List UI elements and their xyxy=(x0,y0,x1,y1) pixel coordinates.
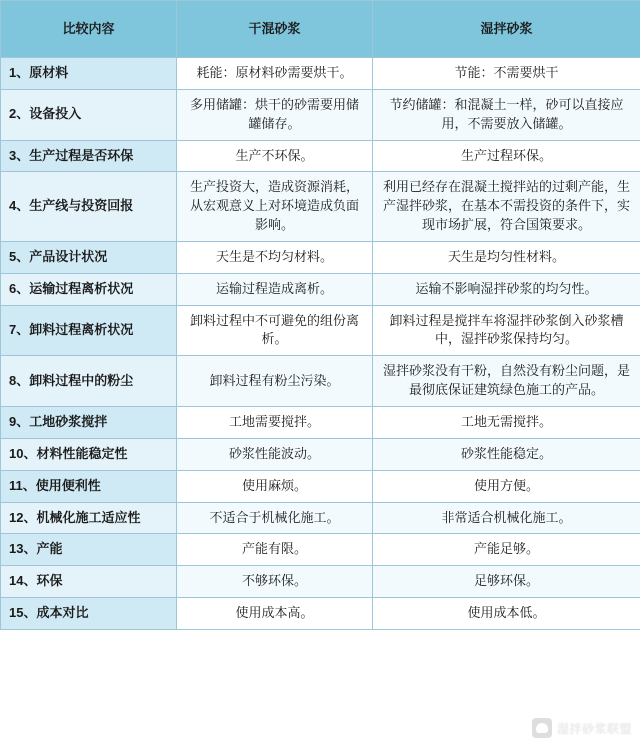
row-label: 6、运输过程离析状况 xyxy=(1,273,177,305)
row-label: 2、设备投入 xyxy=(1,89,177,140)
row-label: 13、产能 xyxy=(1,534,177,566)
cell-dry-mortar: 天生是不均匀材料。 xyxy=(177,241,373,273)
table-row xyxy=(1,438,640,470)
table-row xyxy=(1,241,640,273)
cell-dry-mortar: 砂浆性能波动。 xyxy=(177,438,373,470)
column-header-wet-mortar: 湿拌砂浆 xyxy=(373,1,640,58)
table-body xyxy=(1,58,640,630)
cell-wet-mortar: 天生是均匀性材料。 xyxy=(373,241,640,273)
column-header-dry-mortar: 干混砂浆 xyxy=(177,1,373,58)
table-row xyxy=(1,566,640,598)
cell-wet-mortar: 产能足够。 xyxy=(373,534,640,566)
row-label: 8、卸料过程中的粉尘 xyxy=(1,356,177,407)
mortar-logo-icon xyxy=(532,718,552,738)
cell-wet-mortar: 生产过程环保。 xyxy=(373,140,640,172)
table-header-row xyxy=(1,1,640,58)
cell-wet-mortar: 非常适合机械化施工。 xyxy=(373,502,640,534)
column-header-category: 比较内容 xyxy=(1,1,177,58)
row-label: 7、卸料过程离析状况 xyxy=(1,305,177,356)
cell-wet-mortar: 砂浆性能稳定。 xyxy=(373,438,640,470)
row-label: 15、成本对比 xyxy=(1,598,177,630)
cell-dry-mortar: 使用麻烦。 xyxy=(177,470,373,502)
table-row xyxy=(1,406,640,438)
row-label: 4、生产线与投资回报 xyxy=(1,172,177,242)
cell-wet-mortar: 足够环保。 xyxy=(373,566,640,598)
cell-dry-mortar: 卸料过程有粉尘污染。 xyxy=(177,356,373,407)
cell-dry-mortar: 工地需要搅拌。 xyxy=(177,406,373,438)
row-label: 10、材料性能稳定性 xyxy=(1,438,177,470)
cell-dry-mortar: 不适合于机械化施工。 xyxy=(177,502,373,534)
table-row xyxy=(1,534,640,566)
table-row xyxy=(1,356,640,407)
row-label: 3、生产过程是否环保 xyxy=(1,140,177,172)
table-row xyxy=(1,502,640,534)
table-row xyxy=(1,470,640,502)
table-row xyxy=(1,58,640,90)
table-row xyxy=(1,598,640,630)
row-label: 14、环保 xyxy=(1,566,177,598)
cell-dry-mortar: 使用成本高。 xyxy=(177,598,373,630)
cell-wet-mortar: 工地无需搅拌。 xyxy=(373,406,640,438)
table-row xyxy=(1,305,640,356)
cell-dry-mortar: 不够环保。 xyxy=(177,566,373,598)
row-label: 9、工地砂浆搅拌 xyxy=(1,406,177,438)
table-row xyxy=(1,89,640,140)
cell-wet-mortar: 利用已经存在混凝土搅拌站的过剩产能，生产湿拌砂浆，在基本不需投资的条件下，实现市场扩展，符合国策要求。 xyxy=(373,172,640,242)
row-label: 11、使用便利性 xyxy=(1,470,177,502)
cell-dry-mortar: 产能有限。 xyxy=(177,534,373,566)
cell-dry-mortar: 耗能：原材料砂需要烘干。 xyxy=(177,58,373,90)
row-label: 1、原材料 xyxy=(1,58,177,90)
cell-wet-mortar: 运输不影响湿拌砂浆的均匀性。 xyxy=(373,273,640,305)
cell-wet-mortar: 节约储罐：和混凝土一样，砂可以直接应用，不需要放入储罐。 xyxy=(373,89,640,140)
table-row xyxy=(1,172,640,242)
cell-dry-mortar: 运输过程造成离析。 xyxy=(177,273,373,305)
table-header xyxy=(1,1,640,58)
cell-wet-mortar: 使用方便。 xyxy=(373,470,640,502)
cell-dry-mortar: 卸料过程中不可避免的组份离析。 xyxy=(177,305,373,356)
row-label: 5、产品设计状况 xyxy=(1,241,177,273)
table-row xyxy=(1,273,640,305)
table-row xyxy=(1,140,640,172)
watermark-label: 湿拌砂浆联盟 xyxy=(556,721,632,736)
cell-dry-mortar: 生产不环保。 xyxy=(177,140,373,172)
cell-wet-mortar: 湿拌砂浆没有干粉，自然没有粉尘问题，是最彻底保证建筑绿色施工的产品。 xyxy=(373,356,640,407)
cell-dry-mortar: 生产投资大，造成资源消耗，从宏观意义上对环境造成负面影响。 xyxy=(177,172,373,242)
row-label: 12、机械化施工适应性 xyxy=(1,502,177,534)
cell-dry-mortar: 多用储罐：烘干的砂需要用储罐储存。 xyxy=(177,89,373,140)
cell-wet-mortar: 卸料过程是搅拌车将湿拌砂浆倒入砂浆槽中，湿拌砂浆保持均匀。 xyxy=(373,305,640,356)
cell-wet-mortar: 节能：不需要烘干 xyxy=(373,58,640,90)
cell-wet-mortar: 使用成本低。 xyxy=(373,598,640,630)
watermark xyxy=(532,718,632,738)
